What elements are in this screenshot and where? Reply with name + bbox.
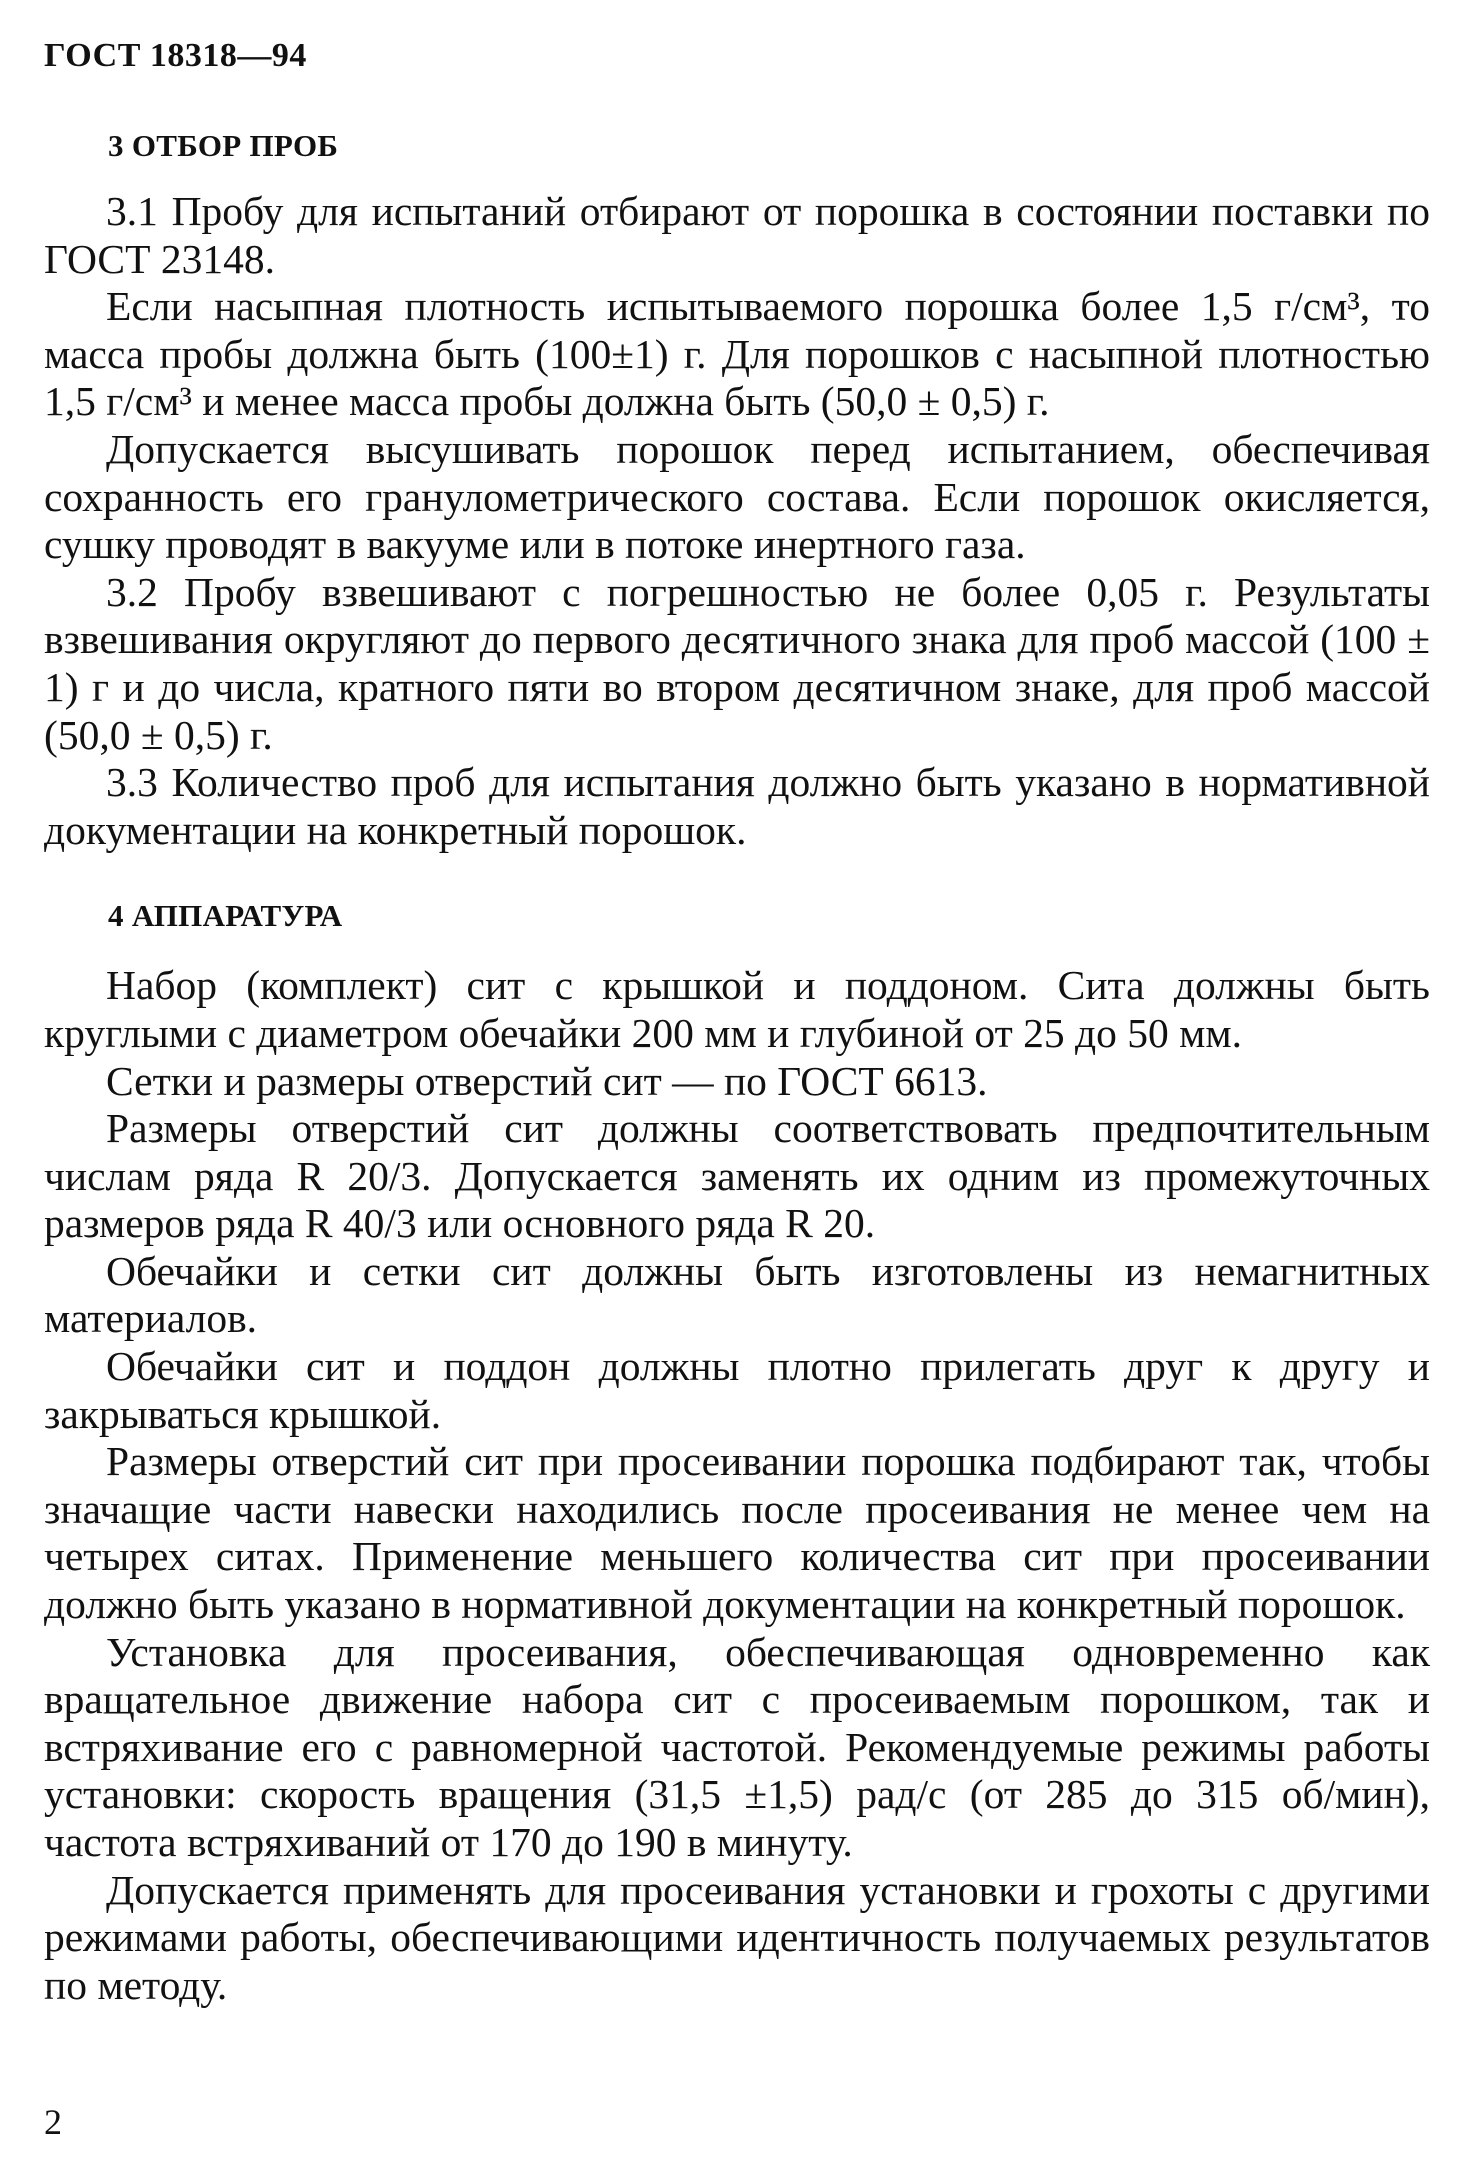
- paragraph: Допускается применять для просеивания установки и грохоты с другими режимами работы, обеспечивающими идентичность получаемых результатов по методу.: [44, 1866, 1430, 2008]
- paragraph: Обечайки и сетки сит должны быть изготовлены из немагнитных материалов.: [44, 1247, 1430, 1342]
- paragraph: Если насыпная плотность испытываемого порошка более 1,5 г/см³, то масса пробы должна быть (100±1) г. Для порошков с насыпной плотностью 1,5 г/см³ и менее масса пробы должна быть (50,0 ± 0,5) г.: [44, 283, 1430, 425]
- section-heading-sampling: 3 ОТБОР ПРОБ: [108, 128, 339, 163]
- running-head: ГОСТ 18318—94: [44, 37, 307, 74]
- paragraph: Сетки и размеры отверстий сит — по ГОСТ 6613.: [106, 1057, 988, 1104]
- paragraph: 3.1 Пробу для испытаний отбирают от порошка в состоянии поставки по ГОСТ 23148.: [44, 188, 1430, 282]
- body-text: [44, 112, 1430, 2009]
- paragraph: Набор (комплект) сит с крышкой и поддоном. Сита должны быть круглыми с диаметром обечайки 200 мм и глубиной от 25 до 50 мм.: [44, 962, 1430, 1056]
- paragraph: Допускается высушивать порошок перед испытанием, обеспечивая сохранность его гранулометрического состава. Если порошок окисляется, сушку проводят в вакууме или в потоке инертного газа.: [44, 425, 1430, 568]
- paragraph: Размеры отверстий сит при просеивании порошка подбирают так, чтобы значащие части навески находились после просеивания не менее чем на четырех ситах. Применение меньшего количества сит при просеивании должно быть указано в нормативной документации на конкретный порошок.: [44, 1438, 1430, 1628]
- section-heading-apparatus: 4 АППАРАТУРА: [108, 898, 343, 934]
- paragraph: 3.3 Количество проб для испытания должно быть указано в нормативной документации на конкретный порошок.: [44, 759, 1430, 853]
- paragraph: 3.2 Пробу взвешивают с погрешностью не более 0,05 г. Результаты взвешивания округляют до первого десятичного знака для проб массой (100 ± 1) г и до числа, кратного пяти во втором десятичном знаке, для проб массой (50,0 ± 0,5) г.: [44, 568, 1430, 758]
- page-number: 2: [44, 2102, 62, 2142]
- paragraph: Обечайки сит и поддон должны плотно прилегать друг к другу и закрываться крышкой.: [44, 1343, 1430, 1437]
- paragraph: Установка для просеивания, обеспечивающая одновременно как вращательное движение набора сит с просеиваемым порошком, так и встряхивание его с равномерной частотой. Рекомендуемые режимы работы установки: скорость вращения (31,5 ±1,5) рад/с (от 285 до 315 об/мин), частота встряхиваний от 170 до 190 в минуту.: [44, 1628, 1430, 1865]
- paragraph: Размеры отверстий сит должны соответствовать предпочтительным числам ряда R 20/3. Допускается заменять их одним из промежуточных размеров ряда R 40/3 или основного ряда R 20.: [44, 1105, 1430, 1247]
